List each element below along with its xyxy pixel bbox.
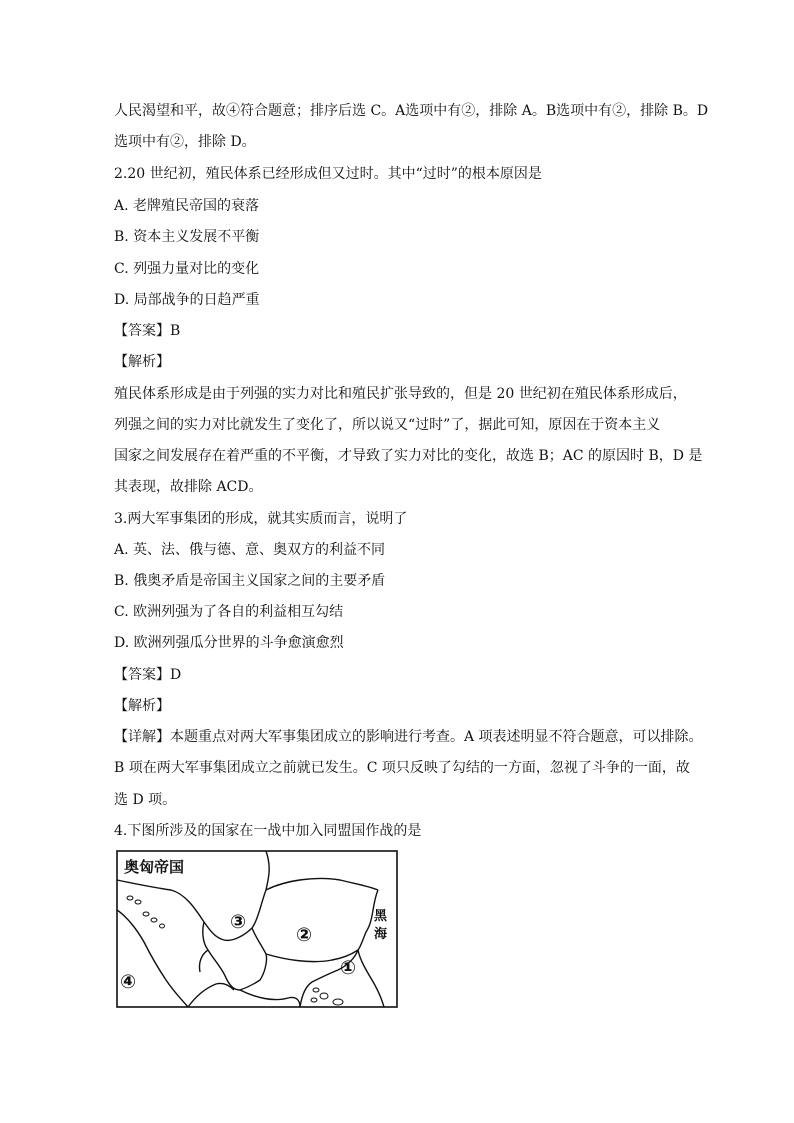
analysis-text: 选 D 项。 <box>114 792 177 808</box>
analysis-text: 【详解】本题重点对两大军事集团成立的影响进行考查。A 项表述明显不符合题意，可以排除。 <box>114 729 703 745</box>
option-b: B. 俄奥矛盾是帝国主义国家之间的主要矛盾 <box>114 573 386 589</box>
option-d: D. 局部战争的日趋严重 <box>114 292 260 308</box>
text-line: 人民渴望和平，故④符合题意；排序后选 C。A选项中有②，排除 A。B选项中有②，排除 B。D <box>114 103 709 119</box>
analysis-label: 【解析】 <box>114 698 170 714</box>
answer-label: 【答案】B <box>114 323 181 339</box>
analysis-text: 其表现，故排除 ACD。 <box>114 479 263 495</box>
analysis-text: B 项在两大军事集团成立之前就已发生。C 项只反映了勾结的一方面，忽视了斗争的一面，故 <box>114 760 690 776</box>
map-title: 奥匈帝国 <box>124 858 185 876</box>
option-b: B. 资本主义发展不平衡 <box>114 229 260 245</box>
option-c: C. 欧洲列强为了各自的利益相互勾结 <box>114 604 344 620</box>
map-marker-4: ④ <box>120 971 137 993</box>
text-line: 选项中有②，排除 D。 <box>114 134 256 150</box>
option-c: C. 列强力量对比的变化 <box>114 261 260 277</box>
map-marker-2: ② <box>296 924 313 946</box>
question-4-stem: 4.下图所涉及的国家在一战中加入同盟国作战的是 <box>114 823 422 839</box>
map-marker-3: ③ <box>230 911 247 933</box>
question-3-stem: 3.两大军事集团的形成，就其实质而言，说明了 <box>114 511 408 527</box>
map-marker-1: ① <box>340 957 357 979</box>
balkans-map <box>116 850 398 1008</box>
option-a: A. 老牌殖民帝国的衰落 <box>114 198 260 214</box>
option-d: D. 欧洲列强瓜分世界的斗争愈演愈烈 <box>114 635 344 651</box>
option-a: A. 英、法、俄与德、意、奥双方的利益不同 <box>114 542 386 558</box>
sea-label-bottom: 海 <box>374 927 388 942</box>
analysis-text: 国家之间发展存在着严重的不平衡，才导致了实力对比的变化，故选 B；AC 的原因时 B，D 是 <box>114 448 703 464</box>
analysis-text: 殖民体系形成是由于列强的实力对比和殖民扩张导致的，但是 20 世纪初在殖民体系形成后， <box>114 386 687 402</box>
answer-label: 【答案】D <box>114 667 182 683</box>
analysis-label: 【解析】 <box>114 354 170 370</box>
analysis-text: 列强之间的实力对比就发生了变化了，所以说又“过时”了，据此可知，原因在于资本主义 <box>114 417 661 433</box>
sea-label-top: 黑 <box>374 909 388 924</box>
question-2-stem: 2.20 世纪初，殖民体系已经形成但又过时。其中“过时”的根本原因是 <box>114 166 542 182</box>
